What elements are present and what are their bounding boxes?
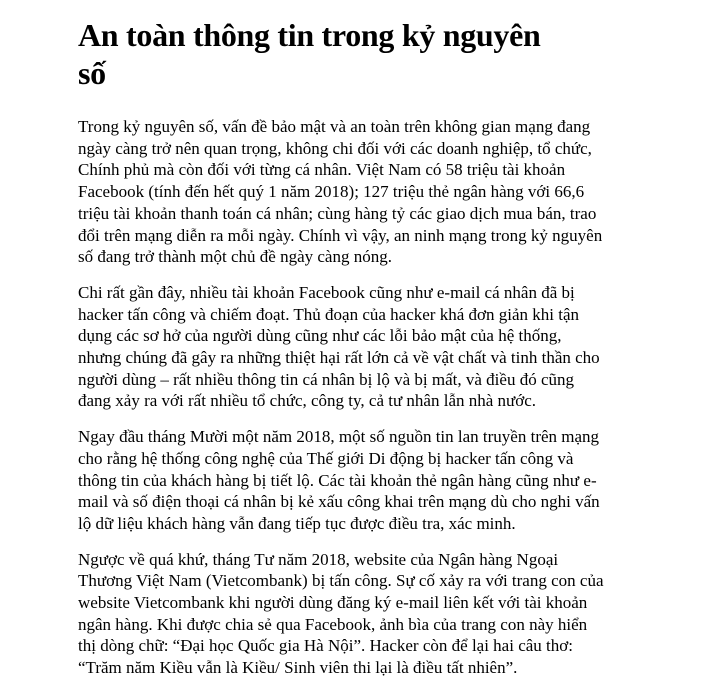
text-line: đổi trên mạng diễn ra mỗi ngày. Chính vì vậy, an ninh mạng trong kỷ nguyên (78, 225, 603, 245)
text-line: cho rằng hệ thống công nghệ của Thế giới Di động bị hacker tấn công và (78, 448, 574, 468)
text-line: đang xảy ra với rất nhiều tổ chức, công ty, cả tư nhân lẫn nhà nước. (78, 391, 537, 411)
paragraph-thegioididong-incident (78, 426, 668, 535)
text-line: ngân hàng. Khi được chia sẻ qua Facebook, ảnh bìa của trang con này hiển (78, 614, 588, 634)
paragraph-intro (78, 116, 668, 268)
paragraph-vietcombank-incident (78, 549, 668, 679)
text-line: hacker tấn công và chiếm đoạt. Thủ đoạn của hacker khá đơn giản khi tận (78, 304, 580, 324)
text-line: Chính phủ mà còn đối với từng cá nhân. Việt Nam có 58 triệu tài khoản (78, 160, 566, 180)
text-line: Thương Việt Nam (Vietcombank) bị tấn công. Sự cố xảy ra với trang con của (78, 571, 604, 591)
text-line: Ngược về quá khứ, tháng Tư năm 2018, website của Ngân hàng Ngoại (78, 549, 559, 569)
text-line: thị dòng chữ: “Đại học Quốc gia Hà Nội”. Hacker còn để lại hai câu thơ: (78, 636, 573, 656)
text-line: người dùng – rất nhiều thông tin cá nhân bị lộ và bị mất, và điều đó cũng (78, 369, 574, 389)
text-line: “Trăm năm Kiều vẫn là Kiều/ Sinh viên thi lại là điều tất nhiên”. (78, 658, 518, 678)
text-line: Facebook (tính đến hết quý 1 năm 2018); 127 triệu thẻ ngân hàng với 66,6 (78, 182, 585, 202)
text-line: Trong kỷ nguyên số, vấn đề bảo mật và an toàn trên không gian mạng đang (78, 117, 591, 136)
page-title-line: An toàn thông tin trong kỷ nguyên (78, 17, 541, 53)
text-line: Chi rất gần đây, nhiều tài khoản Facebook cũng như e-mail cá nhân đã bị (78, 282, 575, 302)
page-title-line: số (78, 55, 106, 91)
text-line: triệu tài khoản thanh toán cá nhân; cùng hàng tỷ các giao dịch mua bán, trao (78, 203, 597, 223)
text-line: lộ dữ liệu khách hàng vẫn đang tiếp tục được điều tra, xác minh. (78, 513, 516, 533)
paragraph-hacker-attacks (78, 282, 668, 412)
text-line: số đang trở thành một chủ đề ngày càng nóng. (78, 247, 392, 267)
text-line: website Vietcombank khi người dùng đăng ký e-mail liên kết với tài khoản (78, 593, 588, 613)
text-line: mail và số điện thoại cá nhân bị kẻ xấu công khai trên mạng dù cho nghi vấn (78, 492, 600, 512)
text-line: nhưng chúng đã gây ra những thiệt hại rất lớn cả về vật chất và tinh thần cho (78, 348, 600, 368)
text-line: Ngay đầu tháng Mười một năm 2018, một số nguồn tin lan truyền trên mạng (78, 427, 600, 447)
text-line: thông tin của khách hàng bị tiết lộ. Các tài khoản thẻ ngân hàng cũng như e- (78, 470, 597, 490)
page-title (78, 16, 668, 92)
text-line: ngày càng trở nên quan trọng, không chi đối với các doanh nghiệp, tổ chức, (78, 138, 592, 158)
text-line: dụng các sơ hở của người dùng cũng như các lỗi bảo mật của hệ thống, (78, 326, 562, 346)
